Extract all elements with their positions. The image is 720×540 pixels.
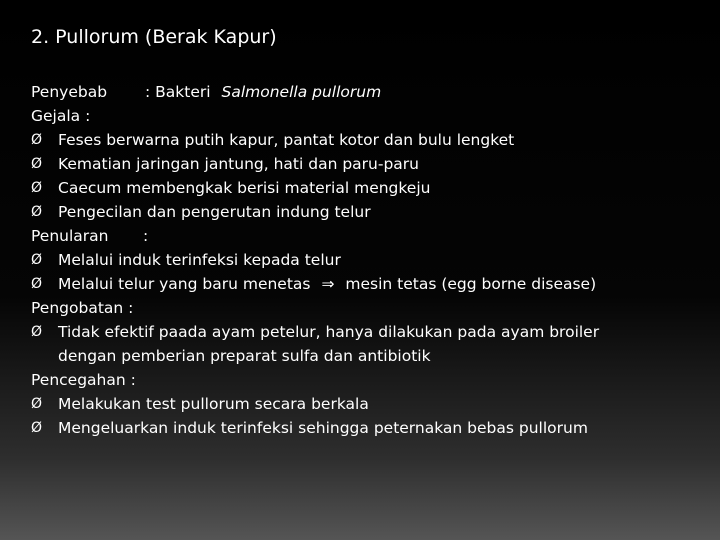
gejala-label: Gejala : bbox=[31, 107, 91, 125]
gejala-item-text: Kematian jaringan jantung, hati dan paru-paru bbox=[58, 155, 419, 173]
bullet-arrow-icon: Ø bbox=[31, 132, 43, 148]
pengobatan-item-continuation: dengan pemberian preparat sulfa dan antibiotik bbox=[58, 347, 431, 365]
gejala-item bbox=[31, 200, 711, 224]
bullet-arrow-icon: Ø bbox=[31, 396, 43, 412]
pencegahan-label: Pencegahan : bbox=[31, 371, 136, 389]
slide-title: 2. Pullorum (Berak Kapur) bbox=[31, 26, 277, 48]
penyebab-organism: Salmonella pullorum bbox=[221, 83, 382, 101]
pengobatan-label: Pengobatan : bbox=[31, 299, 134, 317]
gejala-item bbox=[31, 176, 711, 200]
pengobatan-item bbox=[31, 320, 711, 344]
gejala-item-text: Caecum membengkak berisi material mengkeju bbox=[58, 179, 431, 197]
pencegahan-item-text: Mengeluarkan induk terinfeksi sehingga peternakan bebas pullorum bbox=[58, 419, 588, 437]
slide-body bbox=[31, 80, 711, 440]
gejala-item bbox=[31, 128, 711, 152]
implies-arrow-icon: ⇒ bbox=[321, 275, 335, 293]
penyebab-label: Penyebab bbox=[31, 83, 108, 101]
pencegahan-item bbox=[31, 416, 711, 440]
penularan-separator: : bbox=[143, 227, 149, 245]
pengobatan-item-text: Tidak efektif paada ayam petelur, hanya dilakukan pada ayam broiler bbox=[58, 323, 600, 341]
penyebab-separator: : Bakteri bbox=[145, 83, 211, 101]
pencegahan-item bbox=[31, 392, 711, 416]
penularan-line bbox=[31, 224, 711, 248]
bullet-arrow-icon: Ø bbox=[31, 324, 43, 340]
gejala-item-text: Pengecilan dan pengerutan indung telur bbox=[58, 203, 371, 221]
penyebab-line bbox=[31, 80, 711, 104]
bullet-arrow-icon: Ø bbox=[31, 276, 43, 292]
gejala-item bbox=[31, 152, 711, 176]
bullet-arrow-icon: Ø bbox=[31, 156, 43, 172]
pencegahan-item-text: Melakukan test pullorum secara berkala bbox=[58, 395, 369, 413]
gejala-item-text: Feses berwarna putih kapur, pantat kotor dan bulu lengket bbox=[58, 131, 515, 149]
bullet-arrow-icon: Ø bbox=[31, 180, 43, 196]
penularan-item bbox=[31, 272, 711, 296]
penularan-item-text: Melalui telur yang baru menetas bbox=[58, 275, 311, 293]
penularan-item-text-after: mesin tetas (egg borne disease) bbox=[345, 275, 597, 293]
bullet-arrow-icon: Ø bbox=[31, 204, 43, 220]
bullet-arrow-icon: Ø bbox=[31, 252, 43, 268]
penularan-label: Penularan bbox=[31, 227, 109, 245]
penularan-item-text: Melalui induk terinfeksi kepada telur bbox=[58, 251, 341, 269]
bullet-arrow-icon: Ø bbox=[31, 420, 43, 436]
penularan-item bbox=[31, 248, 711, 272]
